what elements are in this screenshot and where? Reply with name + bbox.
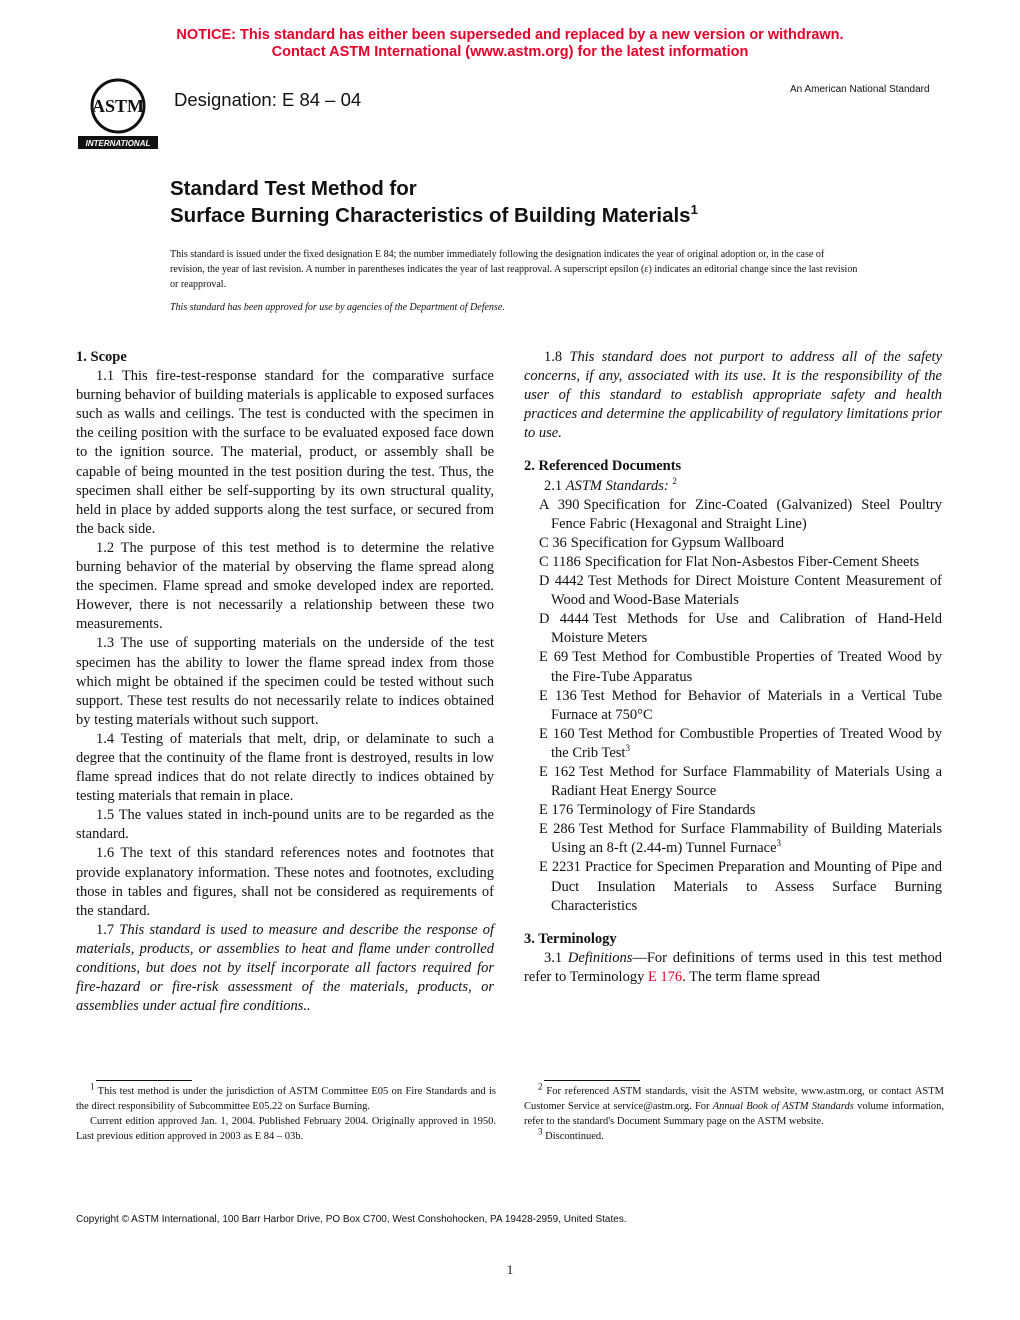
designation: Designation: E 84 – 04 (174, 89, 362, 110)
astm-logo (76, 76, 160, 150)
intro-block (170, 247, 860, 315)
footnote-2-text-b: volume information, refer to the standard's Document Summary page on the ASTM website. (524, 1101, 944, 1127)
footnotes-left (76, 1080, 496, 1144)
withdrawal-notice (0, 27, 1020, 61)
notice-line-2: Contact ASTM International (www.astm.org) for the latest information (271, 44, 749, 60)
footnote-2-italic: Annual Book of ASTM Standards (712, 1101, 854, 1112)
referenced-item (524, 534, 942, 553)
document-title (170, 175, 698, 229)
referenced-item (524, 572, 942, 610)
referenced-title: Specification for Zinc-Coated (Galvanized) Steel Poultry Fence Fabric (Hexagonal and Straight Line) (551, 496, 942, 532)
title-line-2-text: Surface Burning Characteristics of Building Materials (170, 204, 691, 227)
referenced-designation: E 160 (539, 725, 575, 742)
referenced-designation: E 286 (539, 821, 575, 838)
footnote-2-mark: 2 (538, 1081, 543, 1092)
referenced-item (524, 858, 942, 915)
dod-statement: This standard has been approved for use by agencies of the Department of Defense. (170, 302, 505, 313)
footnote-rule (96, 1080, 192, 1081)
referenced-designation: E 136 (539, 687, 577, 704)
footnote-1b: Current edition approved Jan. 1, 2004. Published February 2004. Originally approved in 1950. Last previous edition approved in 2003 as E 84 – 03b. (76, 1116, 496, 1142)
scope-1-8-text: This standard does not purport to address all of the safety concerns, if any, associated with its use. It is the responsibility of the user of this standard to establish appropriate safety and health practices and determine the applicability of regulatory limitations prior to use. (524, 349, 943, 442)
terminology-heading: 3. Terminology (524, 930, 617, 947)
logo-astm-text: ASTM (91, 96, 145, 116)
title-line-1: Standard Test Method for (170, 177, 417, 200)
referenced-title: Terminology of Fire Standards (577, 802, 756, 819)
referenced-designation: E 69 (539, 649, 569, 666)
terminology-text-b: . The term flame spread (682, 968, 821, 985)
terminology-text-a: —For definitions of terms used in this test method refer to Terminology (524, 949, 942, 985)
title-line-2 (170, 202, 698, 229)
referenced-designation: E 2231 (539, 859, 581, 876)
referenced-designation: C 36 (539, 534, 567, 551)
referenced-item (524, 801, 942, 820)
referenced-item (524, 496, 942, 534)
referenced-title: Test Method for Combustible Properties of Treated Wood by the Crib Test (551, 725, 942, 761)
footnote-3-mark: 3 (538, 1126, 543, 1137)
referenced-item (524, 820, 942, 858)
left-column (76, 348, 494, 1016)
scope-1-2: 1.2 The purpose of this test method is to determine the relative burning behavior of the material by observing the flame spread along the specimen. Flame spread and smoke developed index are reported. However, there is not necessarily a relationship between these two measurements. (76, 539, 494, 633)
referenced-designation: D 4442 (539, 573, 584, 590)
page-number: 1 (506, 1262, 514, 1277)
scope-1-5: 1.5 The values stated in inch-pound units are to be regarded as the standard. (76, 807, 494, 843)
referenced-title: Test Methods for Direct Moisture Content Measurement of Wood and Wood-Base Materials (551, 573, 942, 609)
footnote-rule (544, 1080, 640, 1081)
scope-heading: 1. Scope (76, 349, 127, 365)
referenced-list (524, 496, 942, 916)
footnote-2 (524, 1081, 944, 1129)
referenced-title: Specification for Flat Non-Asbestos Fiber-Cement Sheets (584, 553, 920, 570)
referenced-title: Practice for Specimen Preparation and Mounting of Pipe and Duct Insulation Materials to Assess Surface Burning Characteristics (551, 859, 943, 914)
scope-1-7 (76, 921, 494, 1016)
referenced-item (524, 763, 942, 801)
referenced-item (524, 648, 942, 686)
referenced-designation: A 390 (539, 496, 580, 513)
title-footnote-mark: 1 (690, 202, 698, 218)
referenced-title: Test Method for Combustible Properties of Treated Wood by the Fire-Tube Apparatus (551, 649, 943, 685)
american-national-standard: An American National Standard (790, 84, 930, 95)
footnote-3 (524, 1126, 944, 1144)
scope-1-7-text: This standard is used to measure and describe the response of materials, products, or assemblies to heat and flame under controlled conditions, but does not by itself incorporate all factors required for fire-hazard or fire-risk assessment of the materials, products, or assemblies under actual fire conditions.. (76, 921, 494, 1015)
astm-standards-num: 2.1 (544, 477, 563, 494)
terminology-term: Definitions (567, 949, 633, 966)
referenced-designation: D 4444 (539, 611, 589, 628)
terminology-e176-link[interactable]: E 176 (647, 968, 683, 985)
scope-1-8-num: 1.8 (544, 349, 563, 365)
notice-line-1: NOTICE: This standard has either been superseded and replaced by a new version or withdrawn. (176, 27, 844, 43)
footnotes-right (524, 1080, 944, 1144)
footnote-3-text: Discontinued. (545, 1131, 604, 1142)
referenced-footnote-mark: 3 (776, 838, 782, 849)
scope-1-3: 1.3 The use of supporting materials on the underside of the test specimen has the ability to lower the flame spread index from those which might be obtained if the specimen could be tested without such support. These test results do not necessarily relate to indices obtained by testing materials without such support. (76, 635, 494, 728)
referenced-item (524, 725, 942, 763)
scope-1-6: 1.6 The text of this standard references notes and footnotes that provide explanatory information. These notes and footnotes, excluding those in tables and figures, shall not be considered as requirements of the standard. (76, 845, 494, 919)
terminology-num: 3.1 (544, 949, 563, 966)
logo-international-label: INTERNATIONAL (85, 139, 151, 148)
referenced-item (524, 610, 942, 648)
astm-standards-subheading (524, 477, 942, 496)
referenced-title: Test Methods for Use and Calibration of Hand-Held Moisture Meters (551, 611, 942, 647)
footnote-2-text-a: For referenced ASTM standards, visit the ASTM website, www.astm.org, or contact ASTM Customer Service at service@astm.org. For (524, 1086, 944, 1112)
referenced-designation: C 1186 (539, 553, 581, 570)
issued-statement: This standard is issued under the fixed designation E 84; the number immediately following the designation indicates the year of original adoption or, in the case of revision, the year of last revision. A number in parentheses indicates the year of last reapproval. A superscript epsilon (ε) indicates an editorial change since the last revision or reapproval. (170, 249, 858, 290)
referenced-title: Test Method for Behavior of Materials in a Vertical Tube Furnace at 750°C (551, 687, 943, 723)
astm-standards-title: ASTM Standards: (565, 477, 669, 494)
referenced-designation: E 162 (539, 763, 576, 780)
footnote-1-mark: 1 (90, 1081, 95, 1092)
footnote-1-text: This test method is under the jurisdiction of ASTM Committee E05 on Fire Standards and is the direct responsibility of Subcommittee E05.22 on Surface Burning. (76, 1086, 496, 1112)
referenced-designation: E 176 (539, 802, 574, 819)
scope-1-8 (524, 348, 942, 443)
copyright: Copyright © ASTM International, 100 Barr Harbor Drive, PO Box C700, West Conshohocken, PA 19428-2959, United States. (76, 1214, 627, 1225)
referenced-title: Test Method for Surface Flammability of Materials Using a Radiant Heat Energy Source (551, 763, 943, 800)
referenced-title: Test Method for Surface Flammability of Building Materials Using an 8-ft (2.44-m) Tunnel Furnace (551, 821, 943, 857)
footnote-1 (76, 1081, 496, 1114)
referenced-title: Specification for Gypsum Wallboard (570, 534, 784, 551)
referenced-item (524, 687, 942, 725)
referenced-item (524, 553, 942, 572)
astm-standards-mark: 2 (672, 475, 677, 486)
terminology-3-1 (524, 949, 942, 987)
scope-1-7-num: 1.7 (96, 921, 115, 938)
referenced-footnote-mark: 3 (625, 743, 630, 754)
scope-1-4: 1.4 Testing of materials that melt, drip, or delaminate to such a degree that the continuity of the flame front is destroyed, results in low flame spread indices that do not relate directly to indices obtained by testing materials that remain in place. (76, 730, 494, 805)
scope-1-1: 1.1 This fire-test-response standard for the comparative surface burning behavior of building materials is applicable to exposed surfaces such as walls and ceilings. The test is conducted with the specimen in the ceiling position with the surface to be evaluated exposed face down to the ignition source. The material, product, or assembly shall be capable of being mounted in the test position during the test. Thus, the specimen shall either be self-supporting by its own structural quality, held in place by added supports along the test surface, or secured from the back side. (76, 368, 494, 537)
right-column (524, 348, 942, 987)
referenced-heading: 2. Referenced Documents (524, 458, 682, 475)
